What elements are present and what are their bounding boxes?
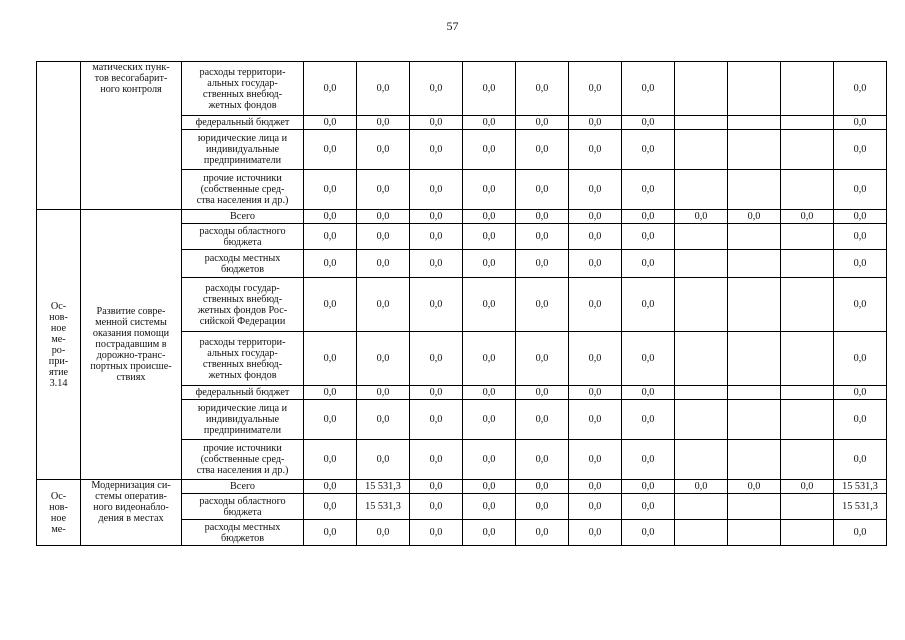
- value-cell: [728, 494, 781, 520]
- value-cell: 0,0: [834, 170, 887, 210]
- value-cell: 0,0: [622, 210, 675, 224]
- value-cell: 0,0: [304, 62, 357, 116]
- funding-source-cell: Всего: [182, 210, 304, 224]
- value-cell: 0,0: [622, 520, 675, 546]
- value-cell: 0,0: [516, 250, 569, 278]
- value-cell: 0,0: [622, 494, 675, 520]
- table-row: [37, 210, 887, 224]
- value-cell: 0,0: [304, 520, 357, 546]
- value-cell: 0,0: [834, 130, 887, 170]
- value-cell: 0,0: [728, 480, 781, 494]
- value-cell: 0,0: [569, 250, 622, 278]
- value-cell: 0,0: [781, 480, 834, 494]
- value-cell: 0,0: [463, 494, 516, 520]
- value-cell: [675, 170, 728, 210]
- value-cell: 0,0: [516, 62, 569, 116]
- value-cell: 0,0: [569, 224, 622, 250]
- value-cell: 0,0: [463, 130, 516, 170]
- value-cell: 0,0: [410, 62, 463, 116]
- funding-source-cell: расходы местных бюджетов: [182, 520, 304, 546]
- value-cell: 0,0: [304, 440, 357, 480]
- value-cell: 0,0: [410, 116, 463, 130]
- value-cell: 0,0: [569, 440, 622, 480]
- measure-code-cell: [37, 62, 81, 210]
- value-cell: [675, 278, 728, 332]
- value-cell: 0,0: [410, 520, 463, 546]
- value-cell: 0,0: [463, 116, 516, 130]
- value-cell: 0,0: [304, 332, 357, 386]
- value-cell: 0,0: [357, 278, 410, 332]
- value-cell: 0,0: [304, 386, 357, 400]
- value-cell: 0,0: [463, 224, 516, 250]
- value-cell: 0,0: [569, 494, 622, 520]
- value-cell: 0,0: [410, 170, 463, 210]
- value-cell: 0,0: [622, 250, 675, 278]
- value-cell: 0,0: [516, 520, 569, 546]
- measure-name-cell: Развитие совре- менной системы оказания помощи пострадавшим в дорожно-транс- портных происше- ствиях: [81, 210, 182, 480]
- value-cell: 0,0: [463, 210, 516, 224]
- value-cell: 0,0: [622, 116, 675, 130]
- value-cell: 0,0: [516, 332, 569, 386]
- value-cell: [728, 224, 781, 250]
- value-cell: 0,0: [516, 224, 569, 250]
- value-cell: [781, 62, 834, 116]
- value-cell: 0,0: [410, 494, 463, 520]
- value-cell: 0,0: [516, 400, 569, 440]
- value-cell: 0,0: [463, 400, 516, 440]
- value-cell: [675, 494, 728, 520]
- value-cell: 0,0: [675, 480, 728, 494]
- value-cell: [675, 62, 728, 116]
- value-cell: [781, 250, 834, 278]
- value-cell: 0,0: [357, 130, 410, 170]
- measure-code-cell: Ос- нов- ное ме- ро- при- ятие 3.14: [37, 210, 81, 480]
- value-cell: 0,0: [834, 386, 887, 400]
- value-cell: [728, 250, 781, 278]
- value-cell: 0,0: [410, 278, 463, 332]
- value-cell: 0,0: [357, 116, 410, 130]
- measure-name-cell: Модернизация си- стемы оператив- ного видеонабло- дения в местах: [81, 480, 182, 546]
- value-cell: 0,0: [463, 386, 516, 400]
- value-cell: 0,0: [410, 130, 463, 170]
- value-cell: 0,0: [569, 400, 622, 440]
- funding-source-cell: прочие источники (собственные сред- ства населения и др.): [182, 440, 304, 480]
- value-cell: 0,0: [304, 400, 357, 440]
- page-number: 57: [446, 19, 459, 33]
- value-cell: 0,0: [728, 210, 781, 224]
- value-cell: 0,0: [463, 250, 516, 278]
- value-cell: 0,0: [463, 62, 516, 116]
- value-cell: [675, 130, 728, 170]
- value-cell: 0,0: [834, 250, 887, 278]
- value-cell: [781, 440, 834, 480]
- funding-source-cell: юридические лица и индивидуальные предприниматели: [182, 400, 304, 440]
- value-cell: [728, 170, 781, 210]
- funding-source-cell: юридические лица и индивидуальные предприниматели: [182, 130, 304, 170]
- value-cell: [675, 332, 728, 386]
- value-cell: [675, 440, 728, 480]
- value-cell: 0,0: [834, 224, 887, 250]
- value-cell: 0,0: [622, 170, 675, 210]
- value-cell: 0,0: [516, 494, 569, 520]
- value-cell: 0,0: [304, 130, 357, 170]
- funding-source-cell: Всего: [182, 480, 304, 494]
- value-cell: 15 531,3: [834, 480, 887, 494]
- table-row: [37, 62, 887, 116]
- value-cell: [675, 224, 728, 250]
- value-cell: 0,0: [410, 210, 463, 224]
- measure-code-cell: Ос- нов- ное ме-: [37, 480, 81, 546]
- value-cell: 0,0: [622, 130, 675, 170]
- value-cell: 0,0: [516, 210, 569, 224]
- value-cell: 0,0: [463, 278, 516, 332]
- value-cell: 0,0: [410, 332, 463, 386]
- value-cell: [728, 130, 781, 170]
- budget-table: [36, 61, 887, 546]
- value-cell: 0,0: [569, 520, 622, 546]
- value-cell: [675, 400, 728, 440]
- value-cell: 0,0: [357, 210, 410, 224]
- value-cell: [728, 440, 781, 480]
- value-cell: 0,0: [569, 480, 622, 494]
- value-cell: 0,0: [569, 210, 622, 224]
- value-cell: 0,0: [357, 440, 410, 480]
- value-cell: [781, 494, 834, 520]
- value-cell: [728, 332, 781, 386]
- value-cell: 0,0: [410, 400, 463, 440]
- value-cell: 0,0: [622, 440, 675, 480]
- value-cell: 0,0: [410, 480, 463, 494]
- value-cell: 0,0: [569, 332, 622, 386]
- value-cell: 0,0: [834, 116, 887, 130]
- value-cell: [781, 130, 834, 170]
- value-cell: 0,0: [834, 520, 887, 546]
- value-cell: 0,0: [357, 332, 410, 386]
- value-cell: 0,0: [516, 386, 569, 400]
- measure-name-cell: матических пунк- тов весогабарит- ного контроля: [81, 62, 182, 210]
- value-cell: 0,0: [622, 400, 675, 440]
- value-cell: [781, 520, 834, 546]
- value-cell: 0,0: [569, 278, 622, 332]
- value-cell: [781, 386, 834, 400]
- value-cell: 0,0: [357, 520, 410, 546]
- value-cell: 0,0: [675, 210, 728, 224]
- value-cell: [728, 278, 781, 332]
- value-cell: 0,0: [516, 116, 569, 130]
- value-cell: [781, 224, 834, 250]
- value-cell: 0,0: [569, 170, 622, 210]
- value-cell: 0,0: [834, 210, 887, 224]
- value-cell: 0,0: [516, 440, 569, 480]
- value-cell: [728, 62, 781, 116]
- value-cell: [675, 520, 728, 546]
- funding-source-cell: расходы местных бюджетов: [182, 250, 304, 278]
- value-cell: 0,0: [357, 224, 410, 250]
- funding-source-cell: расходы территори- альных государ- ственных внебюд- жетных фондов: [182, 62, 304, 116]
- value-cell: [675, 386, 728, 400]
- value-cell: 15 531,3: [357, 494, 410, 520]
- value-cell: 0,0: [622, 332, 675, 386]
- value-cell: 0,0: [834, 278, 887, 332]
- value-cell: [781, 332, 834, 386]
- value-cell: 0,0: [410, 224, 463, 250]
- value-cell: 0,0: [410, 250, 463, 278]
- value-cell: 0,0: [622, 278, 675, 332]
- value-cell: 0,0: [622, 480, 675, 494]
- value-cell: 0,0: [304, 494, 357, 520]
- value-cell: 0,0: [834, 440, 887, 480]
- funding-source-cell: расходы государ- ственных внебюд- жетных фондов Рос- сийской Федерации: [182, 278, 304, 332]
- value-cell: 0,0: [516, 170, 569, 210]
- value-cell: 0,0: [304, 480, 357, 494]
- value-cell: 0,0: [304, 224, 357, 250]
- value-cell: 0,0: [357, 170, 410, 210]
- value-cell: [781, 116, 834, 130]
- value-cell: 0,0: [622, 224, 675, 250]
- value-cell: [675, 250, 728, 278]
- value-cell: 0,0: [463, 480, 516, 494]
- funding-source-cell: федеральный бюджет: [182, 386, 304, 400]
- value-cell: 0,0: [357, 400, 410, 440]
- value-cell: [728, 386, 781, 400]
- value-cell: 0,0: [410, 440, 463, 480]
- value-cell: 0,0: [569, 62, 622, 116]
- value-cell: [781, 170, 834, 210]
- value-cell: 0,0: [304, 170, 357, 210]
- value-cell: [728, 400, 781, 440]
- value-cell: 0,0: [463, 440, 516, 480]
- value-cell: 0,0: [516, 278, 569, 332]
- value-cell: 0,0: [516, 130, 569, 170]
- value-cell: 0,0: [410, 386, 463, 400]
- funding-source-cell: федеральный бюджет: [182, 116, 304, 130]
- value-cell: [728, 520, 781, 546]
- value-cell: 15 531,3: [357, 480, 410, 494]
- value-cell: 0,0: [622, 62, 675, 116]
- value-cell: 0,0: [569, 130, 622, 170]
- funding-source-cell: прочие источники (собственные сред- ства населения и др.): [182, 170, 304, 210]
- funding-source-cell: расходы территори- альных государ- ственных внебюд- жетных фондов: [182, 332, 304, 386]
- funding-source-cell: расходы областного бюджета: [182, 224, 304, 250]
- value-cell: 0,0: [304, 116, 357, 130]
- value-cell: 0,0: [357, 386, 410, 400]
- value-cell: [728, 116, 781, 130]
- value-cell: 0,0: [834, 400, 887, 440]
- funding-source-cell: расходы областного бюджета: [182, 494, 304, 520]
- value-cell: 0,0: [463, 332, 516, 386]
- value-cell: 0,0: [463, 170, 516, 210]
- value-cell: 0,0: [357, 62, 410, 116]
- value-cell: [781, 278, 834, 332]
- table-row: [37, 480, 887, 494]
- value-cell: 0,0: [357, 250, 410, 278]
- value-cell: 0,0: [304, 250, 357, 278]
- value-cell: 0,0: [304, 210, 357, 224]
- value-cell: 0,0: [834, 62, 887, 116]
- value-cell: 0,0: [834, 332, 887, 386]
- value-cell: 0,0: [569, 116, 622, 130]
- value-cell: 0,0: [463, 520, 516, 546]
- value-cell: 0,0: [569, 386, 622, 400]
- value-cell: 0,0: [516, 480, 569, 494]
- value-cell: 15 531,3: [834, 494, 887, 520]
- value-cell: 0,0: [304, 278, 357, 332]
- value-cell: 0,0: [781, 210, 834, 224]
- value-cell: [675, 116, 728, 130]
- value-cell: [781, 400, 834, 440]
- value-cell: 0,0: [622, 386, 675, 400]
